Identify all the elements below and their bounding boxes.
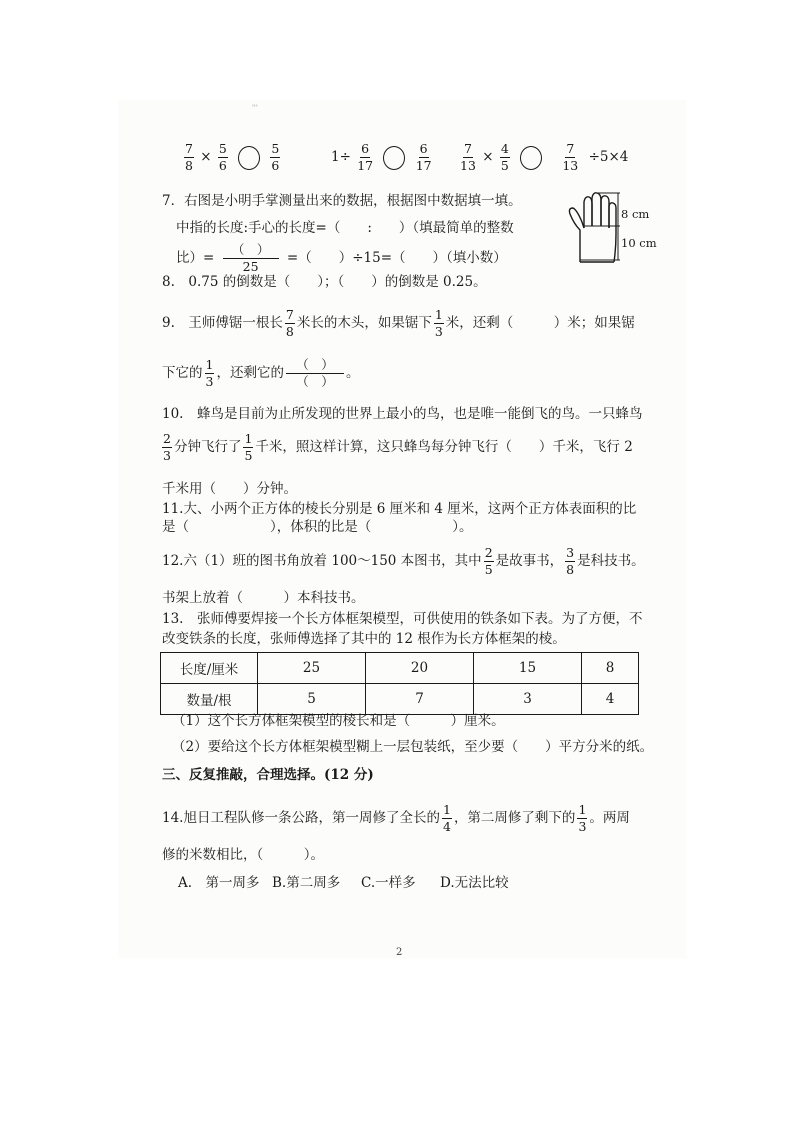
fraction: $\frac{3}{8}$ <box>566 545 575 577</box>
fraction: $\frac{7}{8}$ <box>185 141 193 173</box>
label-8cm: 8 cm <box>621 207 650 221</box>
table-row <box>161 653 639 684</box>
q14-line1: 14.旭日工程队修一条公路，第一周修了全长的 $\frac{1}{4}$ ，第二周修了剩下的 $\frac{1}{3}$ 。两周 <box>162 802 630 834</box>
fraction: $\frac{7}{13}$ <box>562 141 579 173</box>
table-cell: 15 <box>474 653 582 684</box>
fraction: $\frac{1}{5}$ <box>244 431 253 463</box>
table-cell: 5 <box>258 684 366 715</box>
fraction: $\frac{5}{6}$ <box>218 141 227 173</box>
compare-item-1: $\frac{7}{8}$ × $\frac{5}{6}$ $\frac{5}{6}$ <box>185 141 280 173</box>
q13-line1: 13. 张师傅要焊接一个长方体框架模型，可供使用的铁条如下表。为了方便，不 <box>162 611 643 627</box>
header-mark: ''' <box>252 104 258 112</box>
q7-line2: 中指的长度:手心的长度=（ : ）（填最简单的整数 <box>176 220 514 236</box>
q8-text: 8. 0.75 的倒数是（ ）；（ ）的倒数是 0.25。 <box>162 274 487 290</box>
fraction: $\frac{2}{3}$ <box>163 431 171 463</box>
compare-item-3: $\frac{7}{13}$ × $\frac{4}{5}$ $\frac{7}{13}$ ÷5×4 <box>460 141 629 173</box>
fraction: $\frac{5}{6}$ <box>271 141 280 173</box>
iron-bar-table <box>160 652 639 715</box>
q12-line2: 书架上放着（ ）本科技书。 <box>162 590 365 606</box>
thumb-outline <box>569 208 584 262</box>
fraction: $\frac{1}{3}$ <box>434 307 443 339</box>
table-row <box>161 684 639 715</box>
table-cell: 4 <box>582 684 639 715</box>
index-finger <box>584 197 592 228</box>
q12-line1: 12.六（1）班的图书角放着 100～150 本图书，其中 $\frac{2}{5}$ 是故事书， $\frac{3}{8}$ 是科技书。 <box>162 545 645 577</box>
q9-line1: 9. 王师傅锯一根长 $\frac{7}{8}$ 米长的木头，如果锯下 $\frac{1}{3}$ 米，还剩（ ）米；如果锯 <box>162 307 635 339</box>
fraction: $\frac{1}{3}$ <box>578 802 587 834</box>
label-10cm: 10 cm <box>621 236 657 250</box>
q10-line3: 千米用（ ）分钟。 <box>162 481 297 497</box>
fraction: $\frac{2}{5}$ <box>484 545 493 577</box>
fraction: $\frac{( )}{( )}$ <box>286 358 344 389</box>
q10-line2: $\frac{2}{3}$ 分钟飞行了 $\frac{1}{5}$ 千米，照这样计算，这只蜂鸟每分钟飞行（ ）千米，飞行 2 <box>163 431 633 463</box>
fraction: $\frac{1}{3}$ <box>205 357 214 389</box>
answer-circle[interactable] <box>520 146 542 170</box>
q9-line2: 下它的 $\frac{1}{3}$ ，还剩它的 $\frac{( )}{( )}$ 。 <box>162 357 360 389</box>
table-cell: 8 <box>582 653 639 684</box>
compare-item-2: 1÷ $\frac{6}{17}$ $\frac{6}{17}$ <box>331 141 432 173</box>
table-cell: 20 <box>366 653 474 684</box>
q13-line2: 改变铁条的长度，张师傅选择了其中的 12 根作为长方体框架的棱。 <box>162 631 566 647</box>
q14-option-a[interactable]: A. 第一周多 <box>178 875 260 891</box>
q10-line1: 10. 蜂鸟是目前为止所发现的世界上最小的鸟，也是唯一能倒飞的鸟。一只蜂鸟 <box>162 406 643 422</box>
little-finger <box>609 203 616 262</box>
table-cell: 长度/厘米 <box>161 653 258 684</box>
table-cell: 数量/根 <box>161 684 258 715</box>
answer-circle[interactable] <box>383 146 405 170</box>
answer-circle[interactable] <box>238 146 260 170</box>
q14-line2: 修的米数相比，（ ）。 <box>162 847 324 863</box>
fraction: $\frac{6}{17}$ <box>415 141 432 173</box>
section-3-heading: 三、反复推敲，合理选择。(12 分) <box>162 767 374 783</box>
fraction: $\frac{7}{13}$ <box>460 141 476 173</box>
hand-measure-figure <box>560 190 670 268</box>
fraction: $\frac{7}{8}$ <box>285 307 294 339</box>
page-number: 2 <box>396 947 403 958</box>
fraction: $\frac{6}{17}$ <box>357 141 374 173</box>
ring-finger <box>601 196 609 228</box>
q11-line1: 11.大、小两个正方体的棱长分别是 6 厘米和 4 厘米，这两个正方体表面积的比 <box>162 501 637 517</box>
table-cell: 7 <box>366 684 474 715</box>
q7-line1: 7．右图是小明手掌测量出来的数据，根据图中数据填一填。 <box>162 193 522 209</box>
q13-sub1: （1）这个长方体框架模型的棱长和是（ ）厘米。 <box>172 713 505 729</box>
q7-line3: 比）= $\frac{( )}{25}$ =（ ）÷15=（ ）（填小数） <box>176 242 507 274</box>
fraction: $\frac{4}{5}$ <box>500 141 509 173</box>
table-cell: 3 <box>474 684 582 715</box>
fraction: $\frac{1}{4}$ <box>442 802 451 834</box>
middle-finger <box>592 193 601 226</box>
q11-line2: 是（ ），体积的比是（ ）。 <box>162 519 473 535</box>
q13-sub2: （2）要给这个长方体框架模型糊上一层包装纸，至少要（ ）平方分米的纸。 <box>172 739 654 755</box>
table-cell: 25 <box>258 653 366 684</box>
q14-option-c[interactable]: C.一样多 <box>361 875 416 891</box>
fraction: $\frac{( )}{25}$ <box>221 243 281 274</box>
q14-option-b[interactable]: B.第二周多 <box>272 875 341 891</box>
q14-option-d[interactable]: D.无法比较 <box>440 875 509 891</box>
